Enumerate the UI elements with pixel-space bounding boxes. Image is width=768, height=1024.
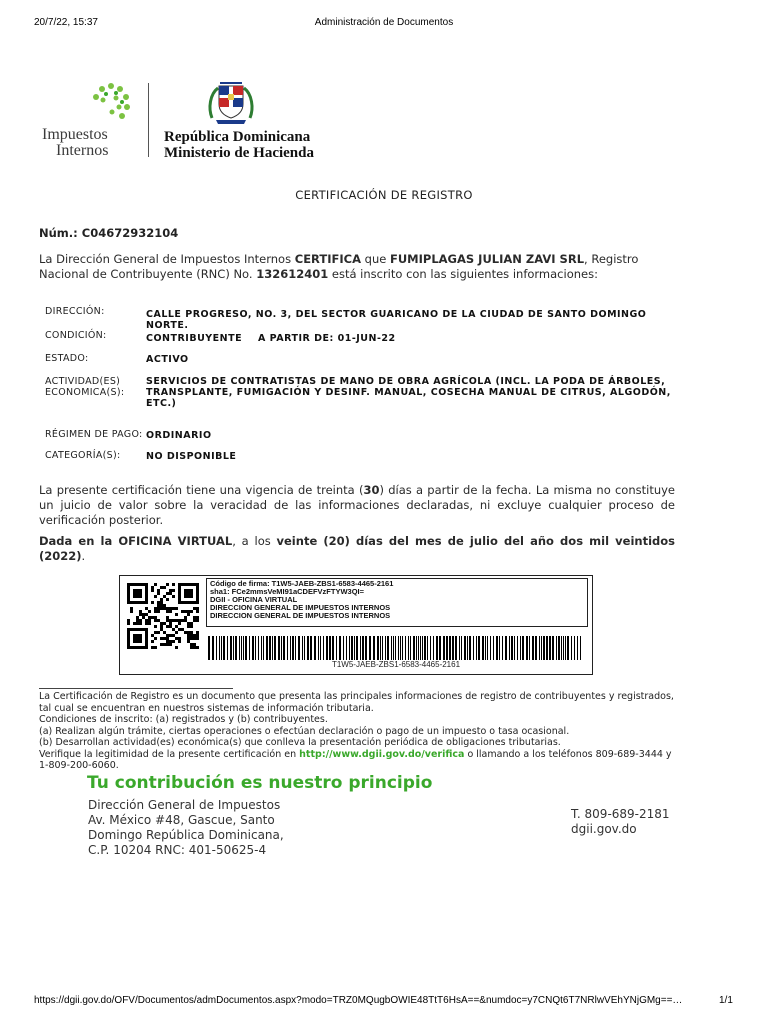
address-block	[88, 798, 284, 858]
internos-label: Internos	[56, 142, 109, 159]
address-line: Domingo República Dominicana,	[88, 828, 284, 842]
print-page-number: 1/1	[719, 995, 733, 1006]
impuestos-internos-logo	[86, 80, 136, 130]
slogan: Tu contribución es nuestro principio	[87, 773, 433, 793]
dgii-sun-icon	[86, 80, 136, 126]
barcode	[206, 636, 586, 660]
certifica-text: CERTIFICA	[294, 252, 361, 266]
vigencia-paragraph	[39, 483, 675, 528]
actividad-label-1: ACTIVIDAD(ES)	[45, 376, 121, 387]
num-label: Núm.:	[39, 226, 78, 240]
ministerio-label: Ministerio de Hacienda	[164, 145, 314, 161]
actividad-label-2: ECONOMICA(S):	[45, 387, 125, 398]
intro-paragraph	[39, 252, 675, 282]
dada-text: .	[81, 549, 86, 563]
dada-place: Dada en la OFICINA VIRTUAL	[39, 534, 233, 548]
contact-phone: T. 809-689-2181	[571, 807, 670, 821]
note-conditions: Condiciones de inscrito: (a) registrados y (b) contribuyentes.	[39, 714, 328, 725]
address-line: C.P. 10204 RNC: 401-50625-4	[88, 843, 267, 857]
verify-text: Verifique la legitimidad de la presente certificación en	[39, 748, 300, 760]
intro-text: que	[360, 252, 390, 266]
signature-dgii: DGII - OFICINA VIRTUAL	[210, 595, 298, 604]
logo-divider	[148, 83, 149, 157]
note-condition-a: (a) Realizan algún trámite, ciertas operaciones o efectúan declaración o pago de un impuesto o tasa ocasional.	[39, 725, 570, 737]
coat-of-arms-icon	[206, 78, 256, 130]
rnc-number: 132612401	[256, 267, 329, 281]
document-title: CERTIFICACIÓN DE REGISTRO	[295, 188, 473, 202]
notes-separator	[39, 688, 233, 689]
regimen-label: RÉGIMEN DE PAGO:	[45, 429, 143, 440]
categoria-value: NO DISPONIBLE	[146, 451, 237, 462]
verify-link[interactable]: http://www.dgii.gov.do/verifica	[299, 748, 465, 760]
company-name: FUMIPLAGAS JULIAN ZAVI SRL	[389, 252, 585, 266]
verify-text: o llamando a los teléfonos 809-689-3444 y 1-809-200-6060.	[39, 748, 672, 771]
direccion-value: CALLE PROGRESO, NO. 3, DEL SECTOR GUARICANO DE LA CIUDAD DE SANTO DOMINGO NORTE.	[146, 309, 647, 331]
document-number	[39, 226, 178, 240]
direccion-label: DIRECCIÓN:	[45, 306, 105, 317]
republica-label: República Dominicana	[164, 129, 311, 145]
print-datetime: 20/7/22, 15:37	[34, 17, 98, 28]
signature-sha1: sha1: FCe2mmsVeMI91aCDEFVzFTYW3QI=	[210, 587, 365, 596]
qr-code	[127, 583, 199, 649]
intro-text: La Dirección General de Impuestos Internos	[39, 252, 295, 266]
categoria-label: CATEGORÍA(S):	[45, 450, 121, 461]
actividad-value: SERVICIOS DE CONTRATISTAS DE MANO DE OBRA AGRÍCOLA (INCL. LA PODA DE ÁRBOLES, TRANSPLANTE, FUMIGACIÓN Y DESINF. MANUAL, COSECHA MANUAL DE CITRUS, ALGODÓN, ETC.)	[146, 376, 671, 409]
impuestos-label: Impuestos	[42, 126, 108, 143]
address-line: Av. México #48, Gascue, Santo	[88, 813, 275, 827]
contact-web[interactable]: dgii.gov.do	[571, 822, 637, 836]
barcode-text: T1W5-JAEB-ZBS1-6583-4465-2161	[331, 660, 461, 669]
regimen-value: ORDINARIO	[146, 430, 212, 441]
signature-direccion-1: DIRECCION GENERAL DE IMPUESTOS INTERNOS	[210, 603, 391, 612]
condicion-label: CONDICIÓN:	[45, 330, 107, 341]
notes-block	[39, 691, 679, 772]
dada-text: , a los	[232, 534, 277, 548]
estado-value: ACTIVO	[146, 354, 189, 365]
dada-date: veinte (20) días del mes de julio del año dos mil veintidos (2022)	[39, 534, 675, 563]
signature-direccion-2: DIRECCION GENERAL DE IMPUESTOS INTERNOS	[210, 611, 391, 620]
vigencia-text: La presente certificación tiene una vigencia de treinta (	[39, 483, 364, 497]
signature-details	[206, 578, 588, 627]
print-url: https://dgii.gov.do/OFV/Documentos/admDocumentos.aspx?modo=TRZ0MQugbOWIE48TtT6HsA==&numdoc=y7CNQt6T7NRlwVEhYNjGMg==…	[34, 995, 683, 1006]
signature-box	[119, 575, 593, 675]
contact-block	[571, 807, 670, 837]
intro-text: , Registro Nacional de Contribuyente (RNC) No.	[39, 252, 639, 281]
vigencia-text: ) días a partir de la fecha. La misma no constituye un juicio de valor sobre la veracidad de las informaciones declaradas, ni excluye cualquier proceso de verificación posterior.	[39, 483, 676, 527]
condicion-start-date: A PARTIR DE: 01-JUN-22	[258, 333, 396, 344]
note-verify	[39, 749, 679, 772]
signature-code: Código de firma: T1W5-JAEB-ZBS1-6583-4465-2161	[210, 579, 394, 588]
num-value: C04672932104	[81, 226, 179, 240]
estado-label: ESTADO:	[45, 353, 89, 364]
note-definition: La Certificación de Registro es un documento que presenta las principales informaciones de registro de contribuyentes y registrados, tal cual se encuentran en nuestros sistemas de información tributaria.	[39, 691, 674, 714]
note-condition-b: (b) Desarrollan actividad(es) económica(s) que conlleva la presentación periódica de obligaciones tributarias.	[39, 737, 561, 748]
condicion-value: CONTRIBUYENTE	[146, 333, 243, 344]
dada-paragraph	[39, 534, 675, 564]
vigencia-days: 30	[363, 483, 380, 497]
intro-text: está inscrito con las siguientes informaciones:	[328, 267, 598, 281]
print-page-title: Administración de Documentos	[314, 17, 454, 28]
address-line: Dirección General de Impuestos	[88, 798, 281, 812]
